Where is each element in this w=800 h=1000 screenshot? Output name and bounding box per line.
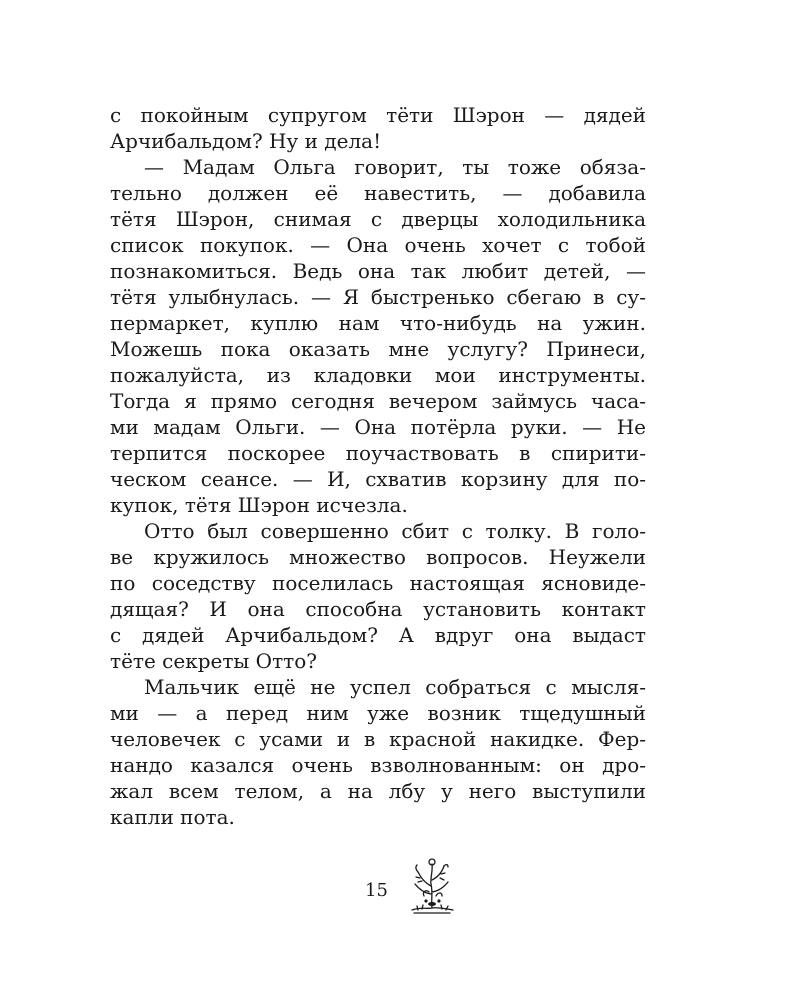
text-line: ве кружилось множество вопросов. Неужели [110, 545, 646, 569]
body-text [110, 102, 646, 830]
text-line: тельно должен её навестить, — добавила [110, 181, 646, 205]
text-line: по соседству поселилась настоящая ясновиде- [110, 571, 646, 595]
text-line: познакомиться. Ведь она так любит детей, — [110, 259, 646, 283]
text-line: пожалуйста, из кладовки мои инструменты. [110, 363, 646, 387]
text-line: ми мадам Ольги. — Она потёрла руки. — Не [110, 415, 646, 439]
text-line: купок, тётя Шэрон исчезла. [110, 493, 408, 517]
text-line: Отто был совершенно сбит с толку. В голо- [144, 519, 646, 543]
text-line: — Мадам Ольга говорит, ты тоже обяза- [144, 155, 646, 179]
text-line: ческом сеансе. — И, схватив корзину для по- [110, 467, 646, 491]
text-line: с дядей Арчибальдом? А вдруг она выдаст [110, 623, 646, 647]
text-line: человечек с усами и в красной накидке. Фер- [110, 727, 646, 751]
text-line: список покупок. — Она очень хочет с тобой [110, 233, 646, 257]
text-line: жал всем телом, а на лбу у него выступили [110, 779, 646, 803]
text-line: Тогда я прямо сегодня вечером займусь часа- [110, 389, 646, 413]
text-line: Арчибальдом? Ну и дела! [110, 129, 382, 153]
text-line: капли пота. [110, 805, 235, 829]
text-line: тётя Шэрон, снимая с дверцы холодильника [110, 207, 646, 231]
text-line: Можешь пока оказать мне услугу? Принеси, [110, 337, 646, 361]
ghost-sprout-icon [406, 856, 458, 916]
text-line: тёте секреты Отто? [110, 649, 317, 673]
text-line: с покойным супругом тёти Шэрон — дядей [110, 103, 646, 127]
text-line: пермаркет, куплю нам что-нибудь на ужин. [110, 311, 646, 335]
text-line: терпится поскорее поучаствовать в спирити- [110, 441, 646, 465]
text-line: ми — а перед ним уже возник тщедушный [110, 701, 646, 725]
text-line: нандо казался очень взволнованным: он дро- [110, 753, 646, 777]
text-line: Мальчик ещё не успел собраться с мысля- [144, 675, 646, 699]
text-line: тётя улыбнулась. — Я быстренько сбегаю в су- [110, 285, 646, 309]
page-number: 15 [365, 880, 388, 901]
text-line: дящая? И она способна установить контакт [110, 597, 646, 621]
page-footer [0, 876, 800, 916]
